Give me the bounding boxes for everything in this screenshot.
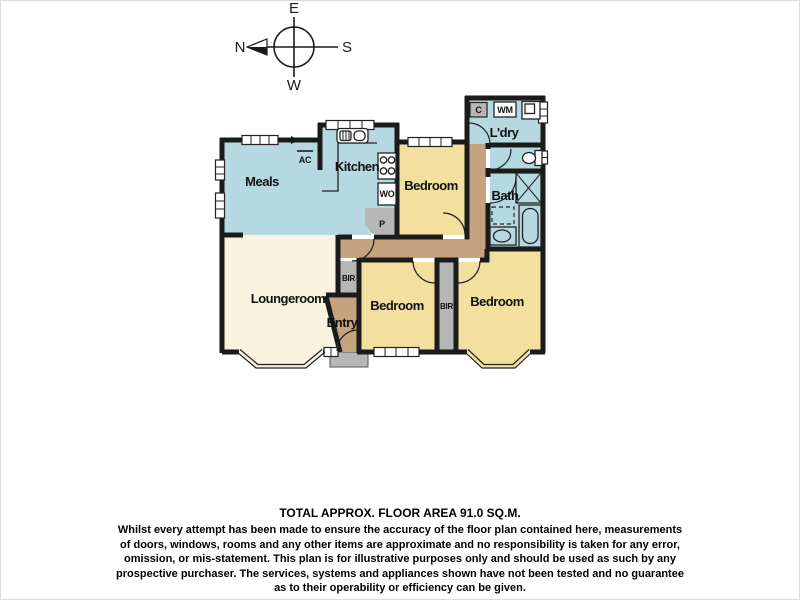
washing-machine-label: WM [497,105,513,115]
disclaimer-line: Whilst every attempt has been made to ensure the accuracy of the floor plan contained here, measurements [117,524,683,536]
window-entry-sidelight [324,348,338,357]
wall-oven-label: WO [379,189,395,199]
toilet-icon [523,151,543,166]
compass-rose [235,0,352,94]
window-meals-top [242,136,278,145]
window-bedroom-top [408,138,452,147]
disclaimer-line: of doors, windows, rooms and any other items are approximate and no responsibility is taken for any error, [120,538,680,551]
disclaimer-line: as to their operability or efficiency can be given. [274,582,526,594]
bedroom-right-bay [465,350,532,368]
bir-entry-label: BIR [342,274,355,283]
compass-north-label: N [234,39,246,56]
window-meals-left-upper [216,160,225,180]
compass-south-label: S [341,39,353,56]
kitchen-label: Kitchen [334,159,380,174]
laundry-label: L'dry [489,125,519,140]
kitchen-sink-icon [337,129,368,144]
bath-label: Bath [491,188,519,203]
laundry-tub-icon [522,102,540,120]
bedroom-mid-label: Bedroom [370,298,424,313]
pantry-label: P [379,219,385,229]
compass-east-label: E [288,0,300,17]
disclaimer-line: omission, or mis-statement. This plan is for illustrative purposes only and should be used as such by any [124,553,676,565]
entry-label: Entry [326,315,358,330]
stove-icon [378,153,396,179]
loungeroom-label: Loungeroom [250,291,326,306]
bir-middle-label: BIR [440,302,453,311]
window-bedroom-mid-bottom [374,348,419,357]
loungeroom-bay [237,350,325,368]
floor-area-title: TOTAL APPROX. FLOOR AREA 91.0 SQ.M. [279,506,521,520]
north-needle-icon [247,39,267,55]
meals-label: Meals [245,174,279,189]
bedroom-right-label: Bedroom [470,294,524,309]
bedroom-top-label: Bedroom [404,178,458,193]
cupboard-label: C [475,105,482,115]
window-meals-left-lower [216,193,225,218]
compass-west-label: W [286,77,302,94]
footer [0,506,800,596]
ac-label: AC [298,155,312,165]
disclaimer-line: prospective purchaser. The services, systems and appliances shown have not been tested and no guarantee [116,567,684,580]
